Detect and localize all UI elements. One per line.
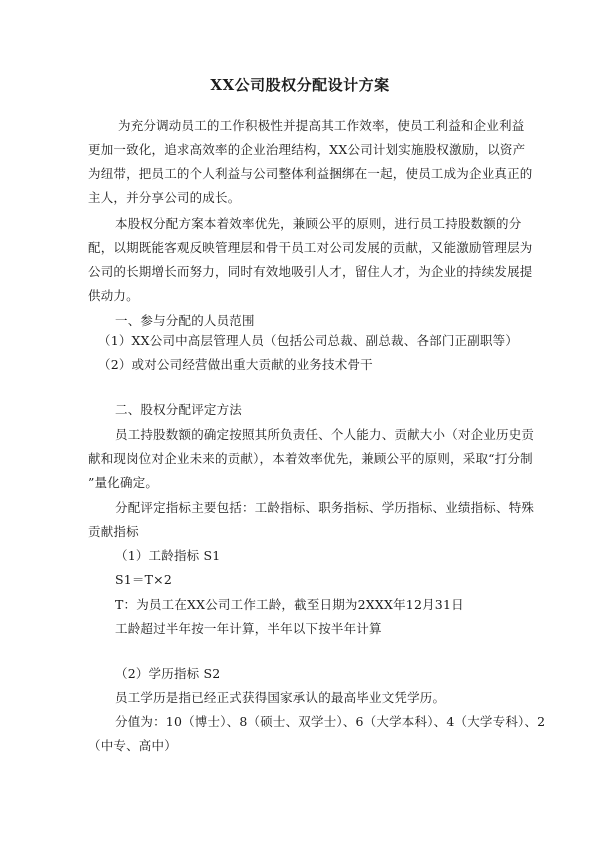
section1-heading: 一、参与分配的人员范围 [115, 313, 255, 328]
section2-para2-line: 分配评定指标主要包括：工龄指标、职务指标、学历指标、业绩指标、特殊 [115, 500, 535, 515]
intro-line: 为充分调动员工的工作积极性并提高其工作效率，使员工利益和企业利益 [118, 118, 525, 133]
principle-line: 本股权分配方案本着效率优先，兼顾公平的原则，进行员工持股数额的分 [115, 216, 522, 231]
s2-score-line: （中专、高中） [88, 738, 177, 753]
s1-rule: 工龄超过半年按一年计算，半年以下按半年计算 [115, 621, 382, 636]
s1-formula: S1＝T×2 [115, 572, 172, 587]
section2-para1-line: 献和现岗位对企业未来的贡献），本着效率优先，兼顾公平的原则，采取“打分制 [88, 451, 533, 466]
principle-line: 供动力。 [88, 288, 139, 303]
intro-line: 更加一致化，追求高效率的企业治理结构，XX公司计划实施股权激励，以资产 [88, 142, 526, 157]
principle-line: 配，以期既能客观反映管理层和骨干员工对公司发展的贡献，又能激励管理层为 [88, 240, 533, 255]
s2-definition: 员工学历是指已经正式获得国家承认的最高毕业文凭学历。 [115, 690, 446, 705]
section2-para1-line: ”量化确定。 [88, 475, 159, 490]
section1-item: （1）XX公司中高层管理人员（包括公司总裁、副总裁、各部门正副职等） [98, 333, 519, 348]
section1-item: （2）或对公司经营做出重大贡献的业务技术骨干 [98, 357, 373, 372]
principle-line: 公司的长期增长而努力，同时有效地吸引人才，留住人才，为企业的持续发展提 [88, 264, 533, 279]
intro-line: 主人，并分享公司的成长。 [88, 190, 241, 205]
section2-para2-line: 贡献指标 [88, 524, 139, 539]
s1-definition: T：为员工在XX公司工作工龄，截至日期为2XXX年12月31日 [115, 597, 464, 612]
section2-para1-line: 员工持股数额的确定按照其所负责任、个人能力、贡献大小（对企业历史贡 [115, 427, 535, 442]
s2-heading: （2）学历指标 S2 [115, 666, 221, 681]
intro-line: 为纽带，把员工的个人利益与公司整体利益捆绑在一起，使员工成为企业真正的 [88, 166, 533, 181]
section2-heading: 二、股权分配评定方法 [115, 402, 243, 417]
document-title: XX公司股权分配设计方案 [210, 76, 390, 94]
s1-heading: （1）工龄指标 S1 [115, 548, 221, 563]
s2-score-line: 分值为：10（博士）、8（硕士、双学士）、6（大学本科）、4（大学专科）、2 [115, 714, 546, 729]
